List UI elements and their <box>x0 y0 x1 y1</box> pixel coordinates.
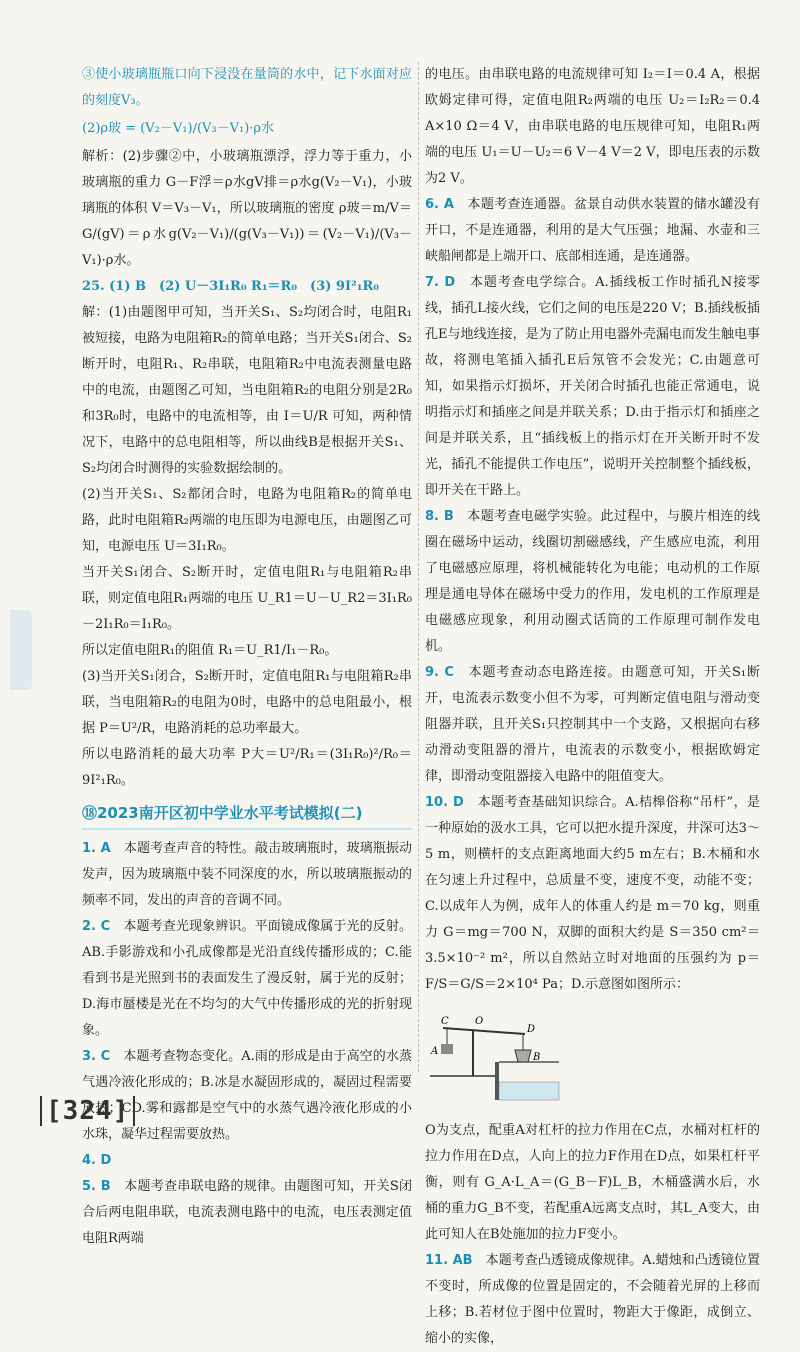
answer-3-text: 本题考查物态变化。A.雨的形成是由于高空的水蒸气遇冷液化形成的；B.冰是水凝固形成的，凝固过程需要放热；CD.雾和露都是空气中的水蒸气遇冷液化形成的小水珠，凝华过程需要放热。 <box>82 1049 412 1142</box>
answer-4 <box>82 1148 412 1174</box>
answer-6 <box>425 192 760 270</box>
q24-analysis: 解析：(2)步骤②中，小玻璃瓶漂浮，浮力等于重力，小玻璃瓶的重力 G－F浮＝ρ水gV排＝ρ水g(V₂－V₁)，小玻璃瓶的体积 V＝V₃－V₁，所以玻璃瓶的密度 ρ玻＝m/V＝G/(gV)＝ρ水g(V₂－V₁)/(g(V₃－V₁))＝(V₂－V₁)/(V₃－V₁)·ρ水。 <box>82 149 412 268</box>
q25-solution-1: 解：(1)由题图甲可知，当开关S₁、S₂均闭合时，电阻R₁被短接，电路为电阻箱R₂的简单电路；当开关S₁闭合、S₂断开时，电阻R₁、R₂串联，电阻箱R₂中电流表测量电路中的电流，由题图乙可知，当电阻箱R₂的电阻分别是2R₀和3R₀时，电路中的电流相等，由 I＝U/R 可知，两种情况下，电路中的总电阻相等，所以曲线B是根据开关S₁、S₂均闭合时测得的实验数据绘制的。 <box>82 305 412 476</box>
answer-11 <box>425 1248 760 1352</box>
right-column <box>425 62 760 1352</box>
fig-label-c: C <box>441 1016 449 1027</box>
answer-10 <box>425 790 760 998</box>
answer-5 <box>82 1174 412 1252</box>
q25-solution-4: 所以定值电阻R₁的阻值 R₁＝U_R1/I₁－R₀。 <box>82 643 338 658</box>
answer-11-text: 本题考查凸透镜成像规律。A.蜡烛和凸透镜位置不变时，所成像的位置是固定的，不会随着光屏的上移而上移；B.若材位于图中位置时，物距大于像距，成倒立、缩小的实像， <box>425 1253 760 1346</box>
answer-6-number: 6. A <box>425 197 454 212</box>
lever-beam <box>443 1028 525 1034</box>
q24-step3: ③使小玻璃瓶瓶口向下浸没在量筒的水中，记下水面对应的刻度V₃。 <box>82 67 412 108</box>
answer-8-text: 本题考查电磁学实验。此过程中，与膜片相连的线圈在磁场中运动，线圈切割磁感线，产生感应电流，利用了电磁感应原理，将机械能转化为电能；电动机的工作原理是通电导体在磁场中受力的作用，发电机的工作原理是电磁感应现象，利用动圈式话筒的工作原理可制作发电机。 <box>425 509 760 654</box>
answer-5-number: 5. B <box>82 1179 111 1194</box>
section-title: ⑱2023南开区初中学业水平考试模拟(二) <box>82 800 412 830</box>
answer-2-number: 2. C <box>82 919 111 934</box>
well-water <box>499 1082 559 1100</box>
answer-1 <box>82 836 412 914</box>
lever-diagram <box>425 1004 565 1104</box>
answer-2 <box>82 914 412 1044</box>
answer-8 <box>425 504 760 660</box>
answer-10-continued: O为支点，配重A对杠杆的拉力作用在C点，水桶对杠杆的拉力作用在D点，人向上的拉力F作用在D点，如果杠杆平衡，则有 G_A·L_A＝(G_B－F)L_B，木桶盛满水后，水桶的重力G_B不变，若配重A远离支点时，其L_A变大，由此可知人在B处施加的拉力F变小。 <box>425 1123 760 1242</box>
column-divider <box>418 62 419 1072</box>
weight-a <box>441 1044 453 1054</box>
q24-part2-label: (2)ρ玻 = <box>82 121 137 136</box>
answer-9-text: 本题考查动态电路连接。由题意可知，开关S₁断开，电流表示数变小但不为零，可判断定值电阻与滑动变阻器并联，且开关S₁只控制其中一个支路，又根据向右移动滑动变阻器的滑片，电流表的示数变小，根据欧姆定律，即滑动变阻器接入电路中的阻值变大。 <box>425 665 760 784</box>
fig-label-b: B <box>533 1052 541 1063</box>
left-column <box>82 62 412 1252</box>
fig-label-a: A <box>431 1046 439 1057</box>
answer-10-number: 10. D <box>425 795 464 810</box>
answer-9 <box>425 660 760 790</box>
answer-7 <box>425 270 760 504</box>
answer-4-number: 4. D <box>82 1153 112 1168</box>
answer-1-number: 1. A <box>82 841 111 856</box>
page-edge-tab <box>10 610 32 690</box>
answer-7-number: 7. D <box>425 275 456 290</box>
q25-solution-5: (3)当开关S₁闭合，S₂断开时，定值电阻R₁与电阻箱R₂串联，当电阻箱R₂的电阻为0时，电路中的总电阻最小，根据 P＝U²/R，电路消耗的总功率最大。 <box>82 669 412 736</box>
answer-3-number: 3. C <box>82 1049 111 1064</box>
answer-2-text: 本题考查光现象辨识。平面镜成像属于光的反射。AB.手影游戏和小孔成像都是光沿直线传播形成的；C.能看到书是光照到书的表面发生了漫反射，属于光的反射；D.海市蜃楼是光在不均匀的大气中传播形成的光的折射现象。 <box>82 919 412 1038</box>
answer-1-text: 本题考查声音的特性。敲击玻璃瓶时，玻璃瓶振动发声，因为玻璃瓶中装不同深度的水，所以玻璃瓶振动的频率不同，发出的声音的音调不同。 <box>82 841 412 908</box>
answer-6-text: 本题考查连通器。盆景自动供水装置的储水罐没有开口，不是连通器，利用的是大气压强；地漏、水壶和三峡船闸都是上端开口、底部相连通，是连通器。 <box>425 197 760 264</box>
well-wall <box>495 1062 499 1100</box>
q25-solution-3: 当开关S₁闭合、S₂断开时，定值电阻R₁与电阻箱R₂串联，则定值电阻R₁两端的电压 U_R1＝U－U_R2＝3I₁R₀－2I₁R₀＝I₁R₀。 <box>82 565 412 632</box>
q25-solution-6: 所以电路消耗的最大功率 P大＝U²/R₁＝(3I₁R₀)²/R₀＝9I²₁R₀。 <box>82 747 412 788</box>
q24-part2-formula: (V₂－V₁)/(V₃－V₁)·ρ水 <box>140 121 275 136</box>
answer-10-text: 本题考查基础知识综合。A.桔槔俗称“吊杆”，是一种原始的汲水工具，它可以把水提升深度，井深可达3～5 m，则横杆的支点距离地面大约5 m左右；B.木桶和水在匀速上升过程中，总质量不变，速度不变，动能不变；C.以成年人为例，成年人的体重人约是 m＝70 kg，则重力 G＝mg＝700 N，双脚的面积大约是 S＝350 cm²＝3.5×10⁻² m²，所以自然站立时对地面的压强约为 p＝F/S＝G/S＝2×10⁴ Pa；D.示意图如图所示： <box>425 795 760 992</box>
q24-part2 <box>82 116 412 142</box>
bucket-b <box>515 1050 531 1062</box>
fig-label-d: D <box>527 1024 536 1035</box>
answer-5-continued: 的电压。由串联电路的电流规律可知 I₂＝I＝0.4 A，根据欧姆定律可得，定值电阻R₂两端的电压 U₂＝I₂R₂＝0.4 A×10 Ω＝4 V，由串联电路的电压规律可知，电阻R₁两端的电压 U₁＝U－U₂＝6 V－4 V＝2 V，即电压表的示数为2 V。 <box>425 67 760 186</box>
answer-9-number: 9. C <box>425 665 454 680</box>
answer-11-number: 11. AB <box>425 1253 473 1268</box>
q25-heading: 25. (1) B (2) U－3I₁R₀ R₁＝R₀ (3) 9I²₁R₀ <box>82 279 379 294</box>
fig-label-o: O <box>475 1016 484 1027</box>
answer-8-number: 8. B <box>425 509 454 524</box>
answer-7-text: 本题考查电学综合。A.插线板工作时插孔N接零线，插孔L接火线，它们之间的电压是220 V；B.插线板插孔E与地线连接，是为了防止用电器外壳漏电而发生触电事故，将测电笔插入插孔E后氖管不会发光；C.由题意可知，如果指示灯损坏，开关闭合时插孔也能正常通电，说明指示灯和插座之间是并联关系；D.由于指示灯和插座之间是并联关系，且“插线板上的指示灯在开关断开时不发光，插孔不能提供工作电压”，说明开关控制整个插线板，即开关在干路上。 <box>425 275 760 498</box>
page-number: [324] <box>40 1096 135 1126</box>
q25-solution-2: (2)当开关S₁、S₂都闭合时，电路为电阻箱R₂的简单电路，此时电阻箱R₂两端的电压即为电源电压，由题图乙可知，电源电压 U＝3I₁R₀。 <box>82 487 412 554</box>
answer-5-text: 本题考查串联电路的规律。由题图可知，开关S闭合后两电阻串联，电流表测电路中的电流，电压表测定值电阻R两端 <box>82 1179 412 1246</box>
